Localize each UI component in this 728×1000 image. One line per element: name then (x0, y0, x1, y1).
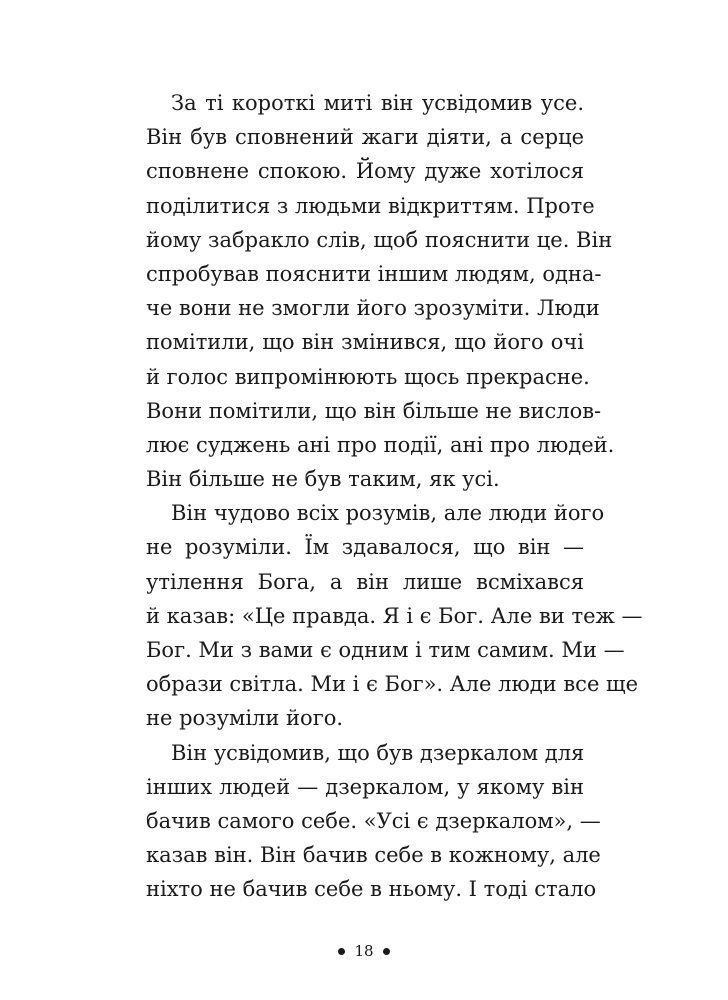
text-line: Він був сповнений жаги діяти, а серце (146, 125, 584, 150)
paragraph (146, 496, 643, 735)
text-line: не розуміли його. (146, 706, 344, 731)
bullet-left-icon (338, 948, 345, 955)
text-line: За ті короткі миті він усвідомив усе. (171, 91, 584, 115)
text-line: че вони не змогли його зрозуміти. Люди (146, 296, 600, 321)
body-text (146, 86, 643, 907)
text-line: Він чудово всіх розумів, але люди його (171, 501, 605, 526)
text-line: й голос випромінюють щось прекрасне. (146, 364, 590, 389)
text-line: спробував пояснити іншим людям, одна- (146, 261, 602, 286)
text-line: утілення Бога, а він лише всміхався (146, 569, 584, 594)
text-line: йому забракло слів, щоб пояснити це. Він (146, 227, 613, 252)
text-line: Він усвідомив, що був дзеркалом для (171, 740, 585, 765)
text-line: образи світла. Ми і є Бог». Але люди все ще (146, 672, 638, 697)
text-line: інших людей — дзеркалом, у якому він (146, 774, 584, 799)
text-line: Він більше не був таким, як усі. (146, 467, 500, 492)
page-number-footer (0, 941, 728, 961)
text-line: Бог. Ми з вами є одним і тим самим. Ми — (146, 638, 625, 662)
text-line: помітили, що він змінився, що його очі (146, 330, 584, 355)
text-line: не розуміли. Їм здавалося, що він — (146, 535, 584, 560)
text-line: Вони помітили, що він більше не вислов- (146, 398, 602, 423)
text-line: лює суджень ані про події, ані про людей. (146, 432, 615, 457)
text-line: сповнене спокою. Йому дуже хотілося (146, 159, 584, 184)
text-line: поділитися з людьми відкриттям. Проте (146, 193, 595, 218)
text-line: казав він. Він бачив себе в кожному, але (146, 843, 601, 868)
page-number: 18 (354, 942, 374, 960)
text-line: ніхто не бачив себе в ньому. І тоді стало (146, 877, 597, 902)
text-line: й казав: «Це правда. Я і є Бог. Але ви теж — (146, 603, 643, 628)
paragraph (146, 86, 615, 496)
bullet-right-icon (383, 948, 390, 955)
text-line: бачив самого себе. «Усі є дзеркалом», — (146, 808, 601, 833)
paragraph (146, 736, 601, 907)
